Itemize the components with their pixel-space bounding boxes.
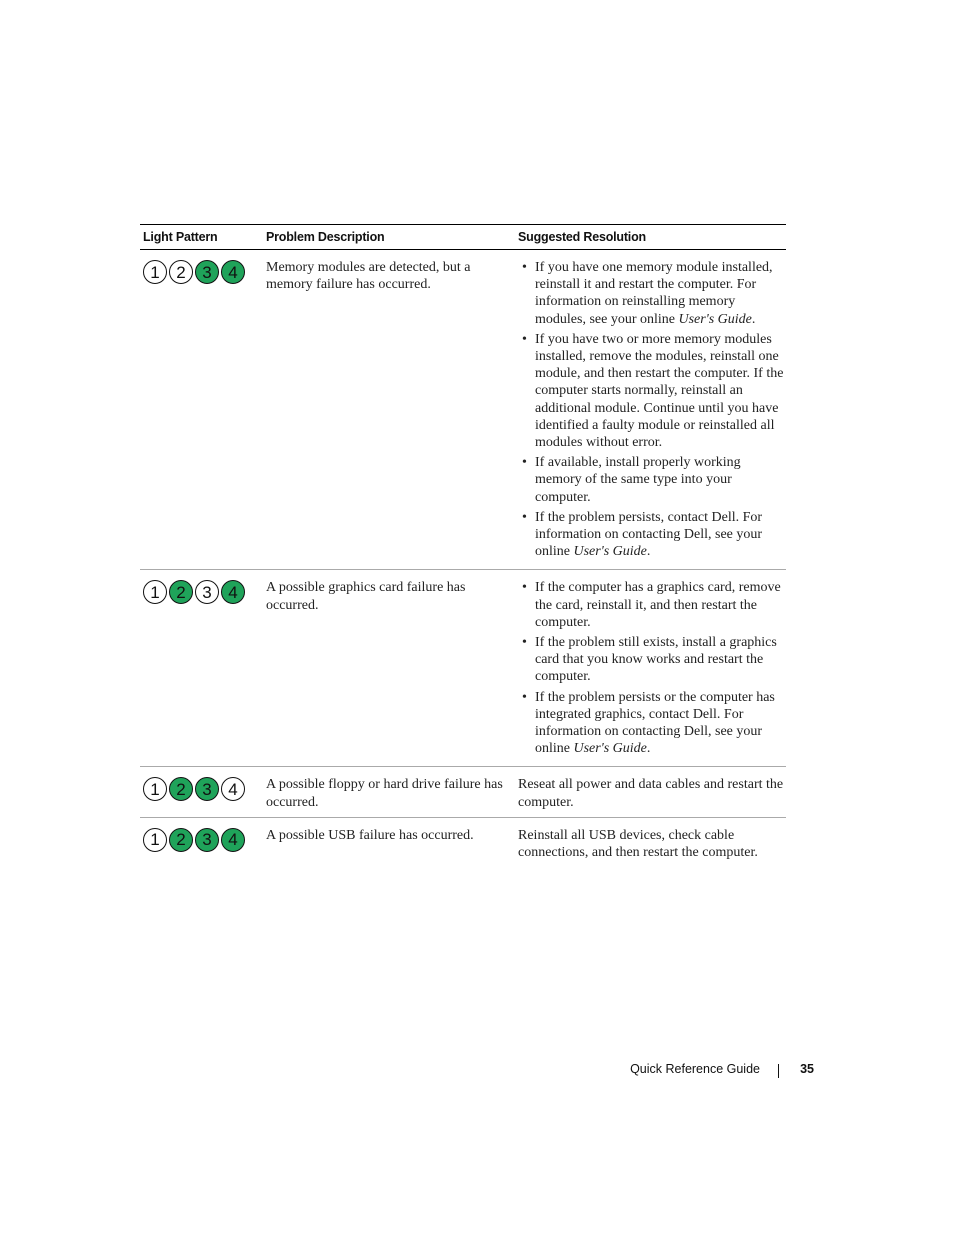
table-header	[140, 225, 786, 250]
table-row	[140, 818, 786, 867]
diagnostic-light-1-off: 1	[143, 828, 167, 852]
header-light-pattern: Light Pattern	[143, 230, 218, 244]
problem-description: Memory modules are detected, but a memory failure has occurred.	[266, 260, 471, 293]
diagnostic-light-2-on: 2	[169, 580, 193, 604]
resolution-punctuation: .	[646, 741, 651, 757]
resolution-text: If available, install properly working memory of the same type into your computer.	[535, 455, 741, 505]
diagnostic-light-4-on: 4	[221, 260, 245, 284]
diagnostic-lights	[143, 777, 266, 801]
table-body	[140, 250, 786, 867]
users-guide-reference: User's Guide	[678, 311, 752, 327]
diagnostic-light-4-off: 4	[221, 777, 245, 801]
diagnostic-light-4-on: 4	[221, 828, 245, 852]
diagnostic-light-3-on: 3	[195, 777, 219, 801]
diagnostic-lights	[143, 580, 266, 604]
table-row	[140, 570, 786, 767]
table-row	[140, 250, 786, 570]
diagnostic-lights	[143, 828, 266, 852]
resolution-list	[518, 579, 786, 757]
table-row	[140, 767, 786, 817]
diagnostic-light-1-off: 1	[143, 260, 167, 284]
diagnostic-light-3-off: 3	[195, 580, 219, 604]
suggested-resolution: Reinstall all USB devices, check cable connections, and then restart the computer.	[518, 827, 758, 861]
page-number: 35	[800, 1062, 814, 1076]
resolution-list	[518, 259, 786, 560]
resolution-text: If the problem still exists, install a graphics card that you know works and restart the computer.	[535, 635, 777, 685]
resolution-item	[518, 579, 786, 631]
resolution-item	[518, 509, 786, 561]
header-suggested-resolution: Suggested Resolution	[518, 230, 646, 244]
suggested-resolution: Reseat all power and data cables and restart the computer.	[518, 777, 784, 810]
problem-description: A possible floppy or hard drive failure has occurred.	[266, 777, 503, 810]
resolution-punctuation: .	[646, 544, 651, 560]
resolution-text: If the problem persists, contact Dell. For information on contacting Dell, see your online	[535, 509, 763, 560]
resolution-text: If you have two or more memory modules installed, remove the modules, reinstall one module, and then restart the computer. If the computer starts normally, reinstall an additional module. Continue until you have identified a faulty module or reinstalled all modules without error.	[535, 331, 784, 451]
problem-description: A possible USB failure has occurred.	[266, 827, 474, 843]
diagnostic-light-2-on: 2	[169, 828, 193, 852]
resolution-item	[518, 454, 786, 506]
resolution-punctuation: .	[751, 311, 756, 327]
diagnostic-light-1-off: 1	[143, 580, 167, 604]
resolution-item	[518, 259, 786, 328]
diagnostic-light-3-on: 3	[195, 828, 219, 852]
light-pattern-cell	[140, 250, 266, 569]
suggested-resolution	[518, 570, 786, 766]
diagnostic-light-2-on: 2	[169, 777, 193, 801]
diagnostic-lights-table	[140, 224, 786, 867]
light-pattern-cell	[140, 767, 266, 816]
footer-title: Quick Reference Guide	[630, 1062, 760, 1076]
light-pattern-cell	[140, 818, 266, 867]
diagnostic-light-1-off: 1	[143, 777, 167, 801]
resolution-item	[518, 331, 786, 451]
diagnostic-lights	[143, 260, 266, 284]
resolution-text: If the computer has a graphics card, remove the card, reinstall it, and then restart the computer.	[535, 580, 781, 630]
resolution-text: If you have one memory module installed, reinstall it and restart the computer. For information on reinstalling memory modules, see your online	[535, 260, 773, 327]
problem-description: A possible graphics card failure has occurred.	[266, 580, 466, 613]
users-guide-reference: User's Guide	[573, 544, 647, 560]
diagnostic-light-4-on: 4	[221, 580, 245, 604]
header-problem-description: Problem Description	[266, 230, 385, 244]
suggested-resolution	[518, 250, 786, 569]
page-footer	[600, 1062, 814, 1080]
resolution-text: If the problem persists or the computer has integrated graphics, contact Dell. For information on contacting Dell, see your online	[535, 689, 775, 757]
users-guide-reference: User's Guide	[573, 741, 647, 757]
diagnostic-light-2-off: 2	[169, 260, 193, 284]
diagnostic-light-3-on: 3	[195, 260, 219, 284]
light-pattern-cell	[140, 570, 266, 766]
resolution-item	[518, 634, 786, 686]
resolution-item	[518, 689, 786, 758]
footer-separator	[778, 1064, 779, 1078]
